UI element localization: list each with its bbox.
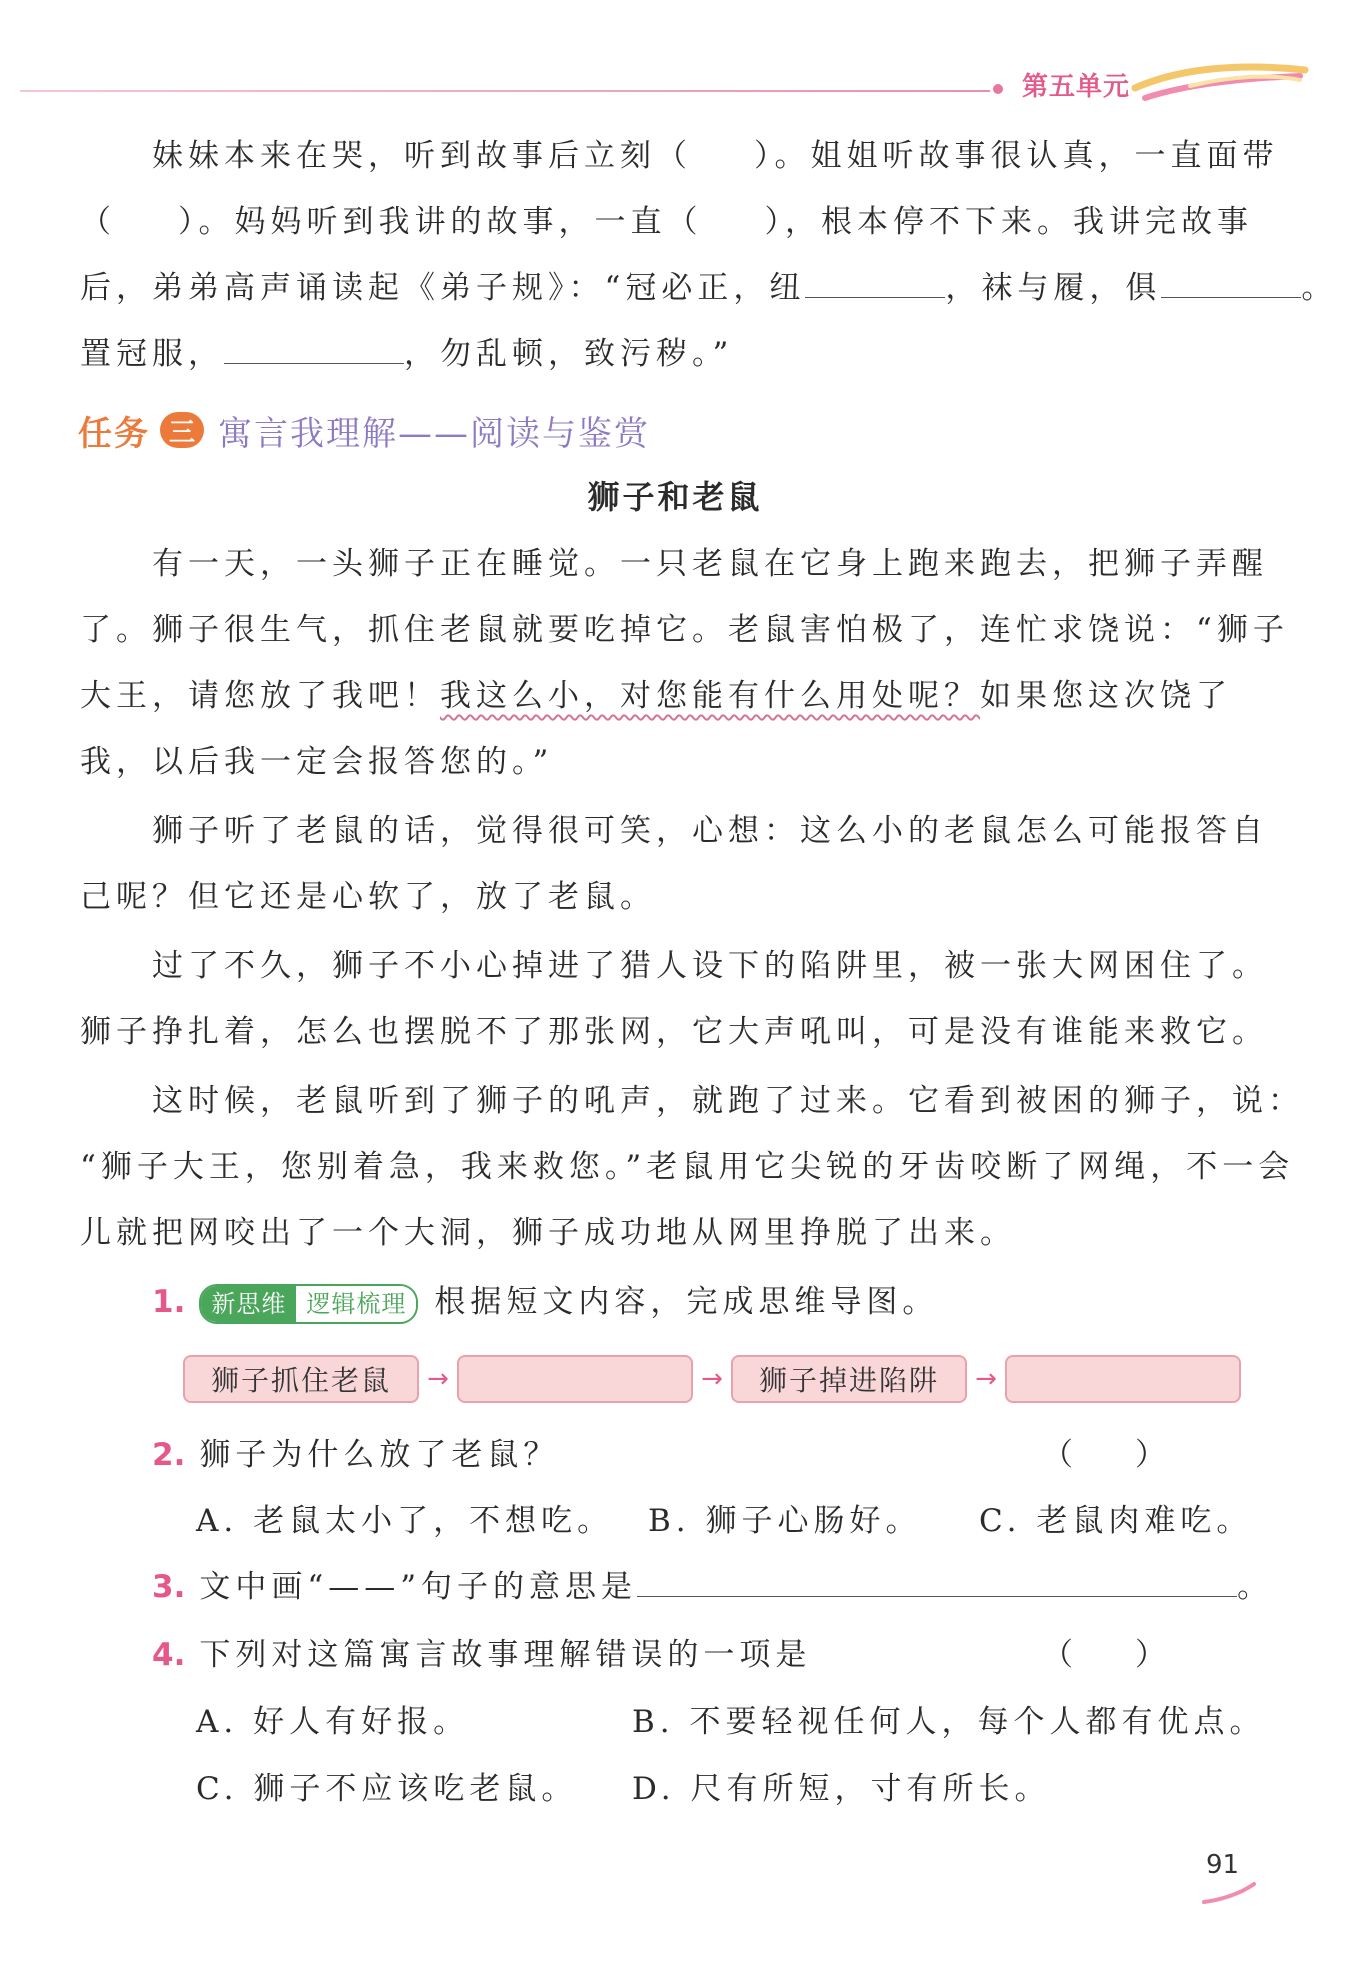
story-line: 了。狮子很生气，抓住老鼠就要吃掉它。老鼠害怕极了，连忙求饶说：“狮子 <box>80 612 1289 648</box>
arrow-icon: → <box>701 1364 723 1394</box>
new-thinking-tag: 新思维 逻辑梳理 <box>199 1284 418 1324</box>
page-number: 91 <box>1206 1850 1240 1880</box>
q4-options-row2 <box>196 1755 1350 1823</box>
page-swoosh-icon <box>1200 1880 1260 1910</box>
header-dot-icon <box>993 84 1003 94</box>
q2-options <box>196 1487 1350 1555</box>
story-line: 己呢？但它还是心软了，放了老鼠。 <box>80 879 656 915</box>
question-3: 3. 文中画“——”句子的意思是 。 <box>152 1553 1332 1621</box>
option-a[interactable]: A. 好人有好报。 <box>196 1704 470 1740</box>
option-b[interactable]: B. 不要轻视任何人，每个人都有优点。 <box>632 1704 1266 1740</box>
task-title: 寓言我理解——阅读与鉴赏 <box>218 413 650 454</box>
question-2: 2. 狮子为什么放了老鼠？ （ ） <box>152 1421 1258 1489</box>
answer-blank[interactable] <box>224 329 404 364</box>
option-a[interactable]: A. 老鼠太小了，不想吃。 <box>196 1503 614 1539</box>
story-line: 过了不久，狮子不小心掉进了猎人设下的陷阱里，被一张大网困住了。 <box>152 948 1268 984</box>
arrow-icon: → <box>975 1364 997 1394</box>
task-heading <box>78 405 650 455</box>
question-1: 1. 新思维 逻辑梳理 根据短文内容，完成思维导图。 <box>152 1268 1332 1336</box>
flow-box-1: 狮子抓住老鼠 <box>183 1355 419 1403</box>
task-word: 任务 <box>78 413 150 454</box>
story-line: 有一天，一头狮子正在睡觉。一只老鼠在它身上跑来跑去，把狮子弄醒 <box>152 546 1268 582</box>
flow-box-blank-4[interactable] <box>1005 1355 1241 1403</box>
option-b[interactable]: B. 狮子心肠好。 <box>648 1503 922 1539</box>
option-d[interactable]: D. 尺有所短，寸有所长。 <box>632 1771 1051 1807</box>
story-title: 狮子和老鼠 <box>587 478 763 516</box>
flow-box-3: 狮子掉进陷阱 <box>731 1355 967 1403</box>
answer-blank[interactable] <box>1161 263 1301 298</box>
header-rule <box>20 90 990 92</box>
answer-blank[interactable] <box>637 1562 1237 1597</box>
task-number-badge: 三 <box>160 412 204 448</box>
answer-parens[interactable]: （ ） <box>1042 1437 1166 1473</box>
story-line: 大王，请您放了我吧！我这么小，对您能有什么用处呢？如果您这次饶了 <box>80 678 1232 714</box>
story-line: 这时候，老鼠听到了狮子的吼声，就跑了过来。它看到被困的狮子，说： <box>152 1083 1304 1119</box>
option-c[interactable]: C. 老鼠肉难吃。 <box>979 1503 1253 1539</box>
para1-line1: 妹妹本来在哭，听到故事后立刻（ ）。姐姐听故事很认真，一直面带 <box>152 138 1279 174</box>
option-c[interactable]: C. 狮子不应该吃老鼠。 <box>196 1771 578 1807</box>
header-swoosh-icon <box>1130 58 1310 108</box>
story-line: 狮子听了老鼠的话，觉得很可笑，心想：这么小的老鼠怎么可能报答自 <box>152 813 1268 849</box>
story-line: 狮子挣扎着，怎么也摆脱不了那张网，它大声吼叫，可是没有谁能来救它。 <box>80 1014 1268 1050</box>
underlined-sentence: 我这么小，对您能有什么用处呢？ <box>440 678 980 714</box>
para1-line4: 置冠服， ，勿乱顿，致污秽。” <box>80 320 1260 388</box>
q4-options-row1 <box>196 1688 1350 1756</box>
para1-line2: （ ）。妈妈听到我讲的故事，一直（ ），根本停不下来。我讲完故事 <box>80 204 1253 240</box>
story-line: 儿就把网咬出了一个大洞，狮子成功地从网里挣脱了出来。 <box>80 1215 1016 1251</box>
flow-box-blank-2[interactable] <box>457 1355 693 1403</box>
question-number: 1. <box>152 1284 186 1320</box>
mind-map-flow <box>183 1354 1241 1404</box>
answer-blank[interactable] <box>805 263 945 298</box>
question-4: 4. 下列对这篇寓言故事理解错误的一项是 （ ） <box>152 1621 1258 1689</box>
unit-label: 第五单元 <box>1022 72 1131 102</box>
arrow-icon: → <box>427 1364 449 1394</box>
para1-line3: 后，弟弟高声诵读起《弟子规》：“冠必正，纽 ，袜与履，俱 。 <box>80 254 1260 322</box>
story-line: “狮子大王，您别着急，我来救您。”老鼠用它尖锐的牙齿咬断了网绳，不一会 <box>80 1149 1295 1185</box>
answer-parens[interactable]: （ ） <box>1042 1637 1166 1673</box>
story-line: 我，以后我一定会报答您的。” <box>80 744 554 780</box>
